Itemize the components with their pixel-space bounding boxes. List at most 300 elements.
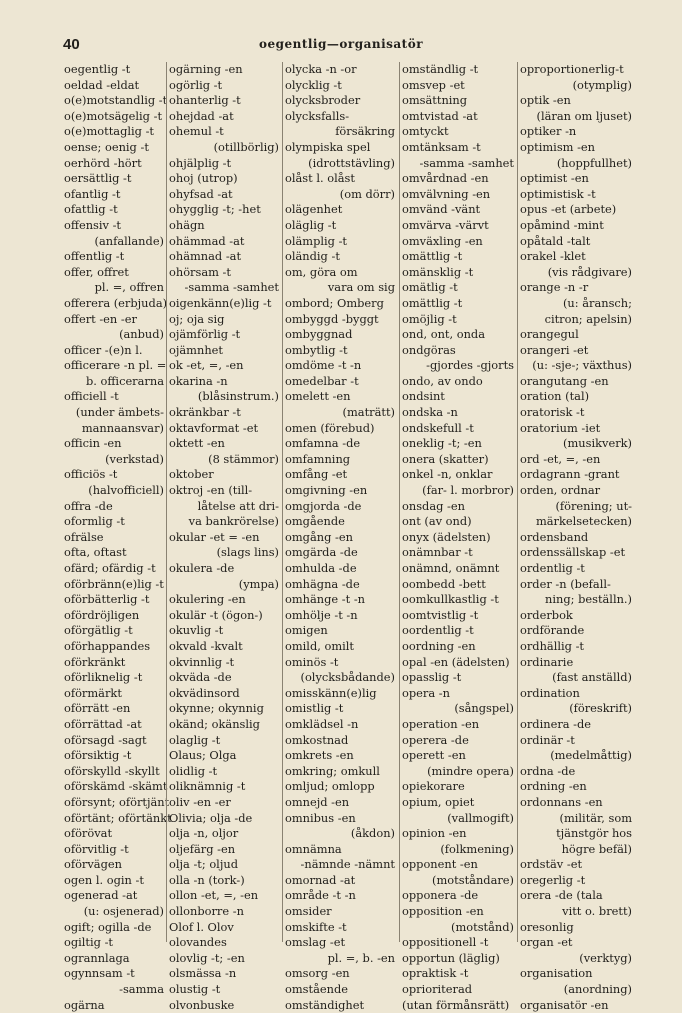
- dictionary-entry-line: ogen l. ogin -t: [64, 872, 144, 887]
- dictionary-entry-line: tjänstgör hos: [556, 826, 632, 841]
- column-divider: [517, 62, 518, 942]
- dictionary-entry-line: orderbok: [520, 607, 573, 622]
- dictionary-entry-line: ohörsam -t: [169, 264, 231, 279]
- dictionary-entry-line: oförrättad -at: [64, 716, 142, 731]
- dictionary-entry-line: (u: -sje-; växthus): [532, 358, 632, 373]
- dictionary-entry-line: försäkring: [335, 124, 395, 139]
- dictionary-entry-line: omättlig -t: [402, 249, 463, 264]
- dictionary-entry-line: omöjlig -t: [402, 311, 457, 326]
- dictionary-entry-line: okulering -en: [169, 592, 246, 607]
- dictionary-entry-line: onyx (ädelsten): [402, 529, 491, 544]
- dictionary-entry-line: mannaansvar): [81, 420, 164, 435]
- dictionary-entry-line: omgjorda -de: [285, 498, 362, 513]
- dictionary-entry-line: olägenhet: [285, 202, 343, 217]
- dictionary-entry-line: omornad -at: [285, 872, 356, 887]
- dictionary-entry-line: ogärna: [64, 997, 105, 1012]
- dictionary-entry-line: b. officerarna: [85, 373, 164, 388]
- dictionary-entry-line: opportun (läglig): [402, 950, 500, 965]
- dictionary-entry-line: ordenssällskap -et: [520, 545, 626, 560]
- dictionary-entry-line: omkring; omkull: [285, 763, 380, 778]
- dictionary-entry-line: omfång -et: [285, 467, 348, 482]
- dictionary-entry-line: okväda -de: [169, 670, 232, 685]
- dictionary-entry-line: (ympa): [238, 576, 279, 591]
- dictionary-entry-line: okuvlig -t: [169, 623, 224, 638]
- dictionary-entry-line: (otillbörlig): [213, 139, 279, 154]
- dictionary-entry-line: offert -en -er: [64, 311, 137, 326]
- dictionary-entry-line: (hoppfullhet): [556, 155, 632, 170]
- dictionary-entry-line: olovandes: [169, 935, 227, 950]
- dictionary-entry-line: ogenerad -at: [64, 888, 138, 903]
- dictionary-entry-line: oförliknelig -t: [64, 670, 143, 685]
- dictionary-entry-line: orakel -klet: [520, 249, 586, 264]
- dictionary-entry-line: låtelse att dri-: [197, 498, 279, 513]
- dictionary-entry-line: organ -et: [520, 935, 573, 950]
- dictionary-entry-line: (militär, som: [559, 810, 632, 825]
- dictionary-entry-line: okular -et = -en: [169, 529, 260, 544]
- dictionary-entry-line: olycklig -t: [285, 77, 342, 92]
- dictionary-entry-line: olycksfalls-: [285, 108, 350, 123]
- dictionary-entry-line: olustig -t: [169, 982, 221, 997]
- dictionary-entry-line: (läran om ljuset): [536, 108, 632, 123]
- dictionary-entry-line: (far- l. morbror): [422, 483, 514, 498]
- dictionary-entry-line: (anbud): [119, 327, 164, 342]
- dictionary-entry-line: olja -t; oljud: [169, 857, 238, 872]
- dictionary-entry-line: ohemul -t: [169, 124, 224, 139]
- dictionary-entry-line: -gjordes -gjorts: [426, 358, 514, 373]
- dictionary-entry-line: ofärd; ofärdig -t: [64, 561, 156, 575]
- dictionary-entry-line: olycka -n -or: [285, 62, 357, 76]
- dictionary-entry-line: o(e)motstandlig -t: [64, 93, 168, 108]
- dictionary-entry-line: omhänge -t -n: [285, 592, 366, 607]
- dictionary-entry-line: Olivia; olja -de: [169, 810, 253, 825]
- dictionary-entry-line: operation -en: [402, 716, 480, 731]
- dictionary-entry-line: omnämna: [285, 841, 342, 856]
- dictionary-entry-line: optimist -en: [520, 171, 589, 186]
- dictionary-entry-line: omsider: [285, 904, 332, 919]
- dictionary-entry-line: opinion -en: [402, 826, 467, 841]
- dictionary-entry-line: opera -n: [402, 685, 450, 700]
- dictionary-entry-line: (folkmening): [440, 841, 514, 856]
- dictionary-entry-line: ohämnad -at: [169, 249, 242, 264]
- dictionary-entry-line: oegentlig -t: [64, 62, 131, 76]
- dictionary-entry-line: offra -de: [64, 498, 113, 513]
- dictionary-entry-line: ohejdad -at: [169, 108, 234, 123]
- dictionary-entry-line: oration (tal): [520, 389, 590, 404]
- dictionary-entry-line: orangutang -en: [520, 373, 609, 388]
- column-1: [64, 62, 172, 1013]
- dictionary-entry-line: ok -et, =, -en: [169, 358, 244, 373]
- column-3: [285, 62, 395, 1013]
- dictionary-entry-line: oigenkänn(e)lig -t: [169, 295, 272, 310]
- dictionary-entry-line: officiell -t: [64, 389, 119, 404]
- dictionary-entry-line: orangeri -et: [520, 342, 589, 357]
- dictionary-entry-line: omen (förebud): [285, 420, 375, 435]
- dictionary-entry-line: ord -et, =, -en: [520, 451, 601, 466]
- dictionary-entry-line: onsdag -en: [402, 498, 465, 513]
- dictionary-entry-line: omfamna -de: [285, 436, 361, 451]
- dictionary-entry-line: omedelbar -t: [285, 373, 359, 388]
- dictionary-entry-line: ordagrann -grant: [520, 467, 620, 482]
- dictionary-entry-line: onkel -n, onklar: [402, 467, 493, 482]
- dictionary-entry-line: (utan förmånsrätt): [402, 997, 510, 1012]
- dictionary-entry-line: oersättlig -t: [64, 171, 132, 186]
- dictionary-entry-line: officer -(e)n l.: [64, 342, 143, 357]
- dictionary-entry-line: okänd; okänslig: [169, 716, 260, 731]
- dictionary-entry-line: orera -de (tala: [520, 888, 603, 903]
- dictionary-entry-line: orange -n -r: [520, 280, 589, 295]
- dictionary-entry-line: oläglig -t: [285, 217, 337, 232]
- dictionary-entry-line: (8 stämmor): [208, 451, 279, 466]
- dictionary-entry-line: citron; apelsin): [544, 311, 632, 326]
- dictionary-entry-line: (slags lins): [216, 545, 279, 560]
- dictionary-entry-line: ont (av ond): [402, 514, 472, 529]
- dictionary-entry-line: okarina -n: [169, 373, 228, 388]
- dictionary-entry-line: omisskänn(e)lig: [285, 685, 377, 700]
- dictionary-entry-line: ondskefull -t: [402, 420, 474, 435]
- dictionary-entry-line: opasslig -t: [402, 670, 462, 685]
- dictionary-entry-line: oregerlig -t: [520, 872, 586, 887]
- dictionary-entry-line: (vis rådgivare): [547, 264, 632, 279]
- dictionary-entry-line: operera -de: [402, 732, 469, 747]
- dictionary-entry-line: (otymplig): [572, 77, 632, 92]
- dictionary-entry-line: offerera (erbjuda): [64, 295, 168, 310]
- dictionary-entry-line: oresonlig: [520, 919, 574, 934]
- dictionary-entry-line: (idrottstävling): [308, 155, 395, 170]
- dictionary-entry-line: (fast anställd): [552, 670, 632, 685]
- dictionary-entry-line: olidlig -t: [169, 763, 218, 778]
- dictionary-entry-line: oproportionerlig-t: [520, 62, 624, 76]
- dictionary-entry-line: omkostnad: [285, 732, 349, 747]
- dictionary-entry-line: (blåsinstrum.): [197, 389, 279, 404]
- dictionary-entry-line: olsmässa -n: [169, 966, 237, 981]
- dictionary-entry-line: olaglig -t: [169, 732, 221, 747]
- dictionary-entry-line: ogiltig -t: [64, 935, 113, 950]
- dictionary-entry-line: onämnd, onämnt: [402, 561, 500, 575]
- dictionary-entry-line: (halvofficiell): [88, 483, 164, 498]
- dictionary-entry-line: okränkbar -t: [169, 405, 241, 420]
- dictionary-entry-line: opåmind -mint: [520, 217, 604, 232]
- dictionary-entry-line: (föreskrift): [569, 701, 632, 716]
- dictionary-entry-line: ordonnans -en: [520, 794, 603, 809]
- dictionary-entry-line: va bankrörelse): [188, 514, 279, 529]
- dictionary-entry-line: omsvep -et: [402, 77, 465, 92]
- dictionary-entry-line: operett -en: [402, 748, 466, 763]
- dictionary-entry-line: (åkdon): [350, 826, 395, 841]
- dictionary-entry-line: omild, omilt: [285, 638, 355, 653]
- dictionary-entry-line: omkrets -en: [285, 748, 354, 763]
- dictionary-entry-line: olympiska spel: [285, 139, 371, 154]
- dictionary-entry-line: (verkstad): [105, 451, 164, 466]
- dictionary-entry-line: (verktyg): [579, 950, 632, 965]
- dictionary-entry-line: (vallmogift): [447, 810, 514, 825]
- dictionary-entry-line: ordination: [520, 685, 580, 700]
- dictionary-entry-line: omhulda -de: [285, 561, 357, 575]
- dictionary-entry-line: o(e)motsägelig -t: [64, 108, 163, 123]
- dictionary-entry-line: ohanterlig -t: [169, 93, 241, 108]
- dictionary-entry-line: ohjälplig -t: [169, 155, 232, 170]
- dictionary-entry-line: opus -et (arbete): [520, 202, 617, 217]
- dictionary-entry-line: olycksbroder: [285, 93, 361, 108]
- dictionary-entry-line: onera (skatter): [402, 451, 489, 466]
- dictionary-entry-line: ohyfsad -at: [169, 186, 233, 201]
- dictionary-entry-line: ombord; Omberg: [285, 295, 384, 310]
- dictionary-entry-line: (sångspel): [454, 701, 514, 716]
- dictionary-entry-line: opal -en (ädelsten): [402, 654, 510, 669]
- dictionary-entry-line: ofördröjligen: [64, 607, 140, 622]
- dictionary-entry-line: officerare -n pl. =: [64, 358, 167, 373]
- dictionary-entry-line: omtvistad -at: [402, 108, 478, 123]
- dictionary-entry-line: omgång -en: [285, 529, 353, 544]
- dictionary-entry-line: märkelsetecken): [535, 514, 632, 529]
- dictionary-entry-line: oförskämd -skämt: [64, 779, 168, 794]
- dictionary-entry-line: omskifte -t: [285, 919, 347, 934]
- dictionary-entry-line: omnibus -en: [285, 810, 356, 825]
- dictionary-entry-line: opraktisk -t: [402, 966, 469, 981]
- dictionary-entry-line: oratorisk -t: [520, 405, 585, 420]
- dictionary-entry-line: omgivning -en: [285, 483, 368, 498]
- dictionary-entry-line: oförtänt; oförtänkt: [64, 810, 172, 825]
- dictionary-entry-line: oj; oja sig: [169, 311, 225, 326]
- dictionary-entry-line: oförhappandes: [64, 638, 151, 653]
- dictionary-entry-line: ogärning -en: [169, 62, 243, 76]
- dictionary-entry-line: organisatör -en: [520, 997, 609, 1012]
- dictionary-entry-line: orden, ordnar: [520, 483, 601, 498]
- dictionary-entry-line: officiös -t: [64, 467, 118, 482]
- dictionary-entry-line: opponera -de: [402, 888, 479, 903]
- dictionary-entry-line: ondska -n: [402, 405, 458, 420]
- dictionary-entry-line: order -n (befall-: [520, 576, 611, 591]
- dictionary-entry-line: ollonborre -n: [169, 904, 244, 919]
- dictionary-entry-line: omtänksam -t: [402, 139, 481, 154]
- dictionary-entry-line: -samma: [119, 982, 164, 997]
- dictionary-entry-line: oformlig -t: [64, 514, 125, 529]
- dictionary-entry-line: okvinnlig -t: [169, 654, 235, 669]
- dictionary-entry-line: omätlig -t: [402, 280, 458, 295]
- page-number: 40: [63, 36, 80, 53]
- dictionary-entry-line: högre befäl): [561, 841, 632, 856]
- dictionary-entry-line: oerhörd -hört: [64, 155, 142, 170]
- dictionary-entry-line: optiker -n: [520, 124, 577, 139]
- dictionary-entry-line: oförsynt; oförtjänt: [64, 794, 170, 809]
- dictionary-entry-line: oförsiktig -t: [64, 748, 132, 763]
- dictionary-entry-line: -samma -samhet: [419, 155, 514, 170]
- dictionary-entry-line: vara om sig: [327, 280, 395, 295]
- dictionary-entry-line: (musikverk): [563, 436, 632, 451]
- dictionary-entry-line: opiekorare: [402, 779, 465, 794]
- dictionary-entry-line: ordinarie: [520, 654, 574, 669]
- dictionary-entry-line: opåtald -talt: [520, 233, 591, 248]
- dictionary-entry-line: (om dörr): [339, 186, 395, 201]
- dictionary-entry-line: (medelmåttig): [550, 748, 632, 763]
- dictionary-entry-line: offentlig -t: [64, 249, 125, 264]
- dictionary-entry-line: offensiv -t: [64, 217, 121, 232]
- dictionary-entry-line: ond, ont, onda: [402, 327, 486, 342]
- dictionary-entry-line: oppositionell -t: [402, 935, 489, 950]
- dictionary-entry-line: (anfallande): [94, 233, 164, 248]
- dictionary-entry-line: okvald -kvalt: [169, 638, 243, 653]
- dictionary-entry-line: organisation: [520, 966, 593, 981]
- dictionary-entry-line: ominös -t: [285, 654, 339, 669]
- dictionary-entry-line: optimism -en: [520, 139, 596, 154]
- column-divider: [166, 62, 167, 942]
- dictionary-entry-line: ordstäv -et: [520, 857, 583, 872]
- dictionary-entry-line: ohoj (utrop): [169, 171, 238, 186]
- dictionary-entry-line: oförmärkt: [64, 685, 122, 700]
- dictionary-entry-line: omfamning: [285, 451, 351, 466]
- dictionary-entry-line: pl. =, offren: [94, 280, 164, 295]
- dictionary-entry-line: omgärda -de: [285, 545, 358, 560]
- dictionary-entry-line: ordning -en: [520, 779, 587, 794]
- dictionary-entry-line: ondo, av ondo: [402, 373, 483, 388]
- dictionary-entry-line: -nämnde -nämnt: [300, 857, 395, 872]
- dictionary-entry-line: oförgätlig -t: [64, 623, 133, 638]
- dictionary-entry-line: omvårdnad -en: [402, 171, 489, 186]
- dictionary-entry-line: omänsklig -t: [402, 264, 474, 279]
- page-header: [0, 34, 682, 56]
- dictionary-entry-line: (maträtt): [342, 405, 395, 420]
- running-head: oegentlig—organisatör: [258, 37, 424, 51]
- dictionary-entry-line: ombyggnad: [285, 327, 353, 342]
- dictionary-entry-line: omelett -en: [285, 389, 351, 404]
- dictionary-entry-line: ombytlig -t: [285, 342, 348, 357]
- dictionary-entry-line: oneklig -t; -en: [402, 436, 482, 451]
- dictionary-entry-line: officin -en: [64, 436, 122, 451]
- dictionary-entry-line: oförvägen: [64, 857, 122, 872]
- dictionary-entry-line: opium, opiet: [402, 794, 475, 809]
- dictionary-entry-line: oordentlig -t: [402, 623, 474, 638]
- dictionary-entry-line: (u: åransch;: [562, 295, 632, 310]
- column-4: [402, 62, 514, 1013]
- dictionary-entry-line: omsorg -en: [285, 966, 350, 981]
- dictionary-entry-line: oförbätterlig -t: [64, 592, 150, 607]
- dictionary-entry-line: oförövat: [64, 826, 113, 841]
- dictionary-entry-line: olja -n, oljor: [169, 826, 239, 841]
- dictionary-entry-line: oförsagd -sagt: [64, 732, 147, 747]
- dictionary-entry-line: olämplig -t: [285, 233, 348, 248]
- dictionary-entry-line: omväxling -en: [402, 233, 483, 248]
- dictionary-entry-line: ondsint: [402, 389, 445, 404]
- dictionary-entry-line: ogynnsam -t: [64, 966, 135, 981]
- dictionary-entry-line: offer, offret: [64, 264, 129, 279]
- dictionary-entry-line: oktroj -en (till-: [169, 483, 253, 498]
- dictionary-entry-line: okulär -t (ögon-): [169, 607, 263, 622]
- dictionary-entry-line: omsättning: [402, 93, 468, 108]
- column-5: [520, 62, 632, 1013]
- dictionary-entry-line: omättlig -t: [402, 295, 463, 310]
- dictionary-entry-line: område -t -n: [285, 888, 356, 903]
- dictionary-entry-line: omklädsel -n: [285, 716, 359, 731]
- dictionary-entry-line: omdöme -t -n: [285, 358, 362, 373]
- dictionary-entry-line: ondgöras: [402, 342, 456, 357]
- dictionary-entry-line: oktober: [169, 467, 214, 482]
- dictionary-entry-line: oordning -en: [402, 638, 476, 653]
- dictionary-entry-line: oförrätt -en: [64, 701, 131, 716]
- dictionary-entry-line: oprioriterad: [402, 982, 473, 997]
- dictionary-entry-line: ogörlig -t: [169, 77, 223, 92]
- dictionary-entry-line: ogift; ogilla -de: [64, 919, 152, 934]
- dictionary-entry-line: orangegul: [520, 327, 579, 342]
- dictionary-entry-line: oliv -en -er: [169, 794, 231, 809]
- dictionary-entry-line: ombyggd -byggt: [285, 311, 379, 326]
- dictionary-entry-line: oktavformat -et: [169, 420, 259, 435]
- dictionary-entry-line: optimistisk -t: [520, 186, 596, 201]
- dictionary-entry-line: ohygglig -t; -het: [169, 202, 261, 217]
- dictionary-entry-line: (mindre opera): [427, 763, 514, 778]
- dictionary-entry-line: ojämförlig -t: [169, 327, 241, 342]
- dictionary-entry-line: oomkullkastlig -t: [402, 592, 499, 607]
- dictionary-entry-line: Olof l. Olov: [169, 919, 234, 934]
- dictionary-entry-line: olovlig -t; -en: [169, 950, 245, 965]
- dictionary-entry-line: omslag -et: [285, 935, 346, 950]
- dictionary-entry-line: oländig -t: [285, 249, 340, 264]
- dictionary-entry-line: om, göra om: [285, 264, 358, 279]
- dictionary-entry-line: ofrälse: [64, 529, 104, 544]
- dictionary-entry-line: ordna -de: [520, 763, 576, 778]
- dictionary-entry-line: olåst l. olåst: [285, 171, 355, 186]
- dictionary-entry-line: ordinär -t: [520, 732, 575, 747]
- dictionary-entry-line: oljefärg -en: [169, 841, 236, 856]
- dictionary-entry-line: ning; beställn.): [545, 592, 632, 607]
- dictionary-entry-line: omljud; omlopp: [285, 779, 375, 794]
- dictionary-entry-line: oombedd -bett: [402, 576, 486, 591]
- dictionary-entry-line: (u: osjenerad): [83, 904, 164, 919]
- dictionary-entry-line: pl. =, b. -en: [327, 950, 395, 965]
- dictionary-entry-line: okulera -de: [169, 561, 235, 575]
- dictionary-entry-line: oförbränn(e)lig -t: [64, 576, 164, 591]
- dictionary-entry-line: omvärva -värvt: [402, 217, 489, 232]
- dictionary-entry-line: omtyckt: [402, 124, 449, 139]
- dictionary-entry-line: (olycksbådande): [300, 670, 395, 685]
- dictionary-entry-line: oktett -en: [169, 436, 225, 451]
- dictionary-entry-line: ojämnhet: [169, 342, 223, 357]
- dictionary-entry-line: olla -n (tork-): [169, 872, 245, 887]
- dictionary-entry-line: vitt o. brett): [562, 904, 632, 919]
- dictionary-entry-line: (motstånd): [451, 919, 514, 934]
- dictionary-entry-line: omhölje -t -n: [285, 607, 358, 622]
- dictionary-entry-line: oliknämnig -t: [169, 779, 246, 794]
- dictionary-entry-line: opponent -en: [402, 857, 478, 872]
- dictionary-entry-line: omvälvning -en: [402, 186, 491, 201]
- dictionary-entry-line: oförkränkt: [64, 654, 126, 669]
- dictionary-entry-line: omistlig -t: [285, 701, 344, 716]
- dictionary-entry-line: (förening; ut-: [555, 498, 632, 513]
- dictionary-entry-line: ollon -et, =, -en: [169, 888, 259, 903]
- column-divider: [399, 62, 400, 942]
- dictionary-entry-line: omständlig -t: [402, 62, 479, 76]
- dictionary-entry-line: oförvitlig -t: [64, 841, 129, 856]
- dictionary-entry-line: ogrannlaga: [64, 950, 130, 965]
- dictionary-entry-line: ofattlig -t: [64, 202, 118, 217]
- dictionary-entry-line: oomtvistlig -t: [402, 607, 479, 622]
- dictionary-entry-line: optik -en: [520, 93, 571, 108]
- dictionary-entry-line: -samma -samhet: [184, 280, 279, 295]
- dictionary-entry-line: opposition -en: [402, 904, 484, 919]
- dictionary-entry-line: ordförande: [520, 623, 585, 638]
- dictionary-entry-line: oense; oenig -t: [64, 139, 149, 154]
- dictionary-entry-line: (motståndare): [432, 872, 514, 887]
- dictionary-entry-line: (under ämbets-: [75, 405, 164, 420]
- dictionary-entry-line: oförskylld -skyllt: [64, 763, 160, 778]
- dictionary-entry-line: ohämmad -at: [169, 233, 245, 248]
- dictionary-entry-line: omigen: [285, 623, 328, 638]
- dictionary-entry-line: ofta, oftast: [64, 545, 127, 560]
- dictionary-entry-line: omständighet: [285, 997, 365, 1012]
- dictionary-entry-line: oeldad -eldat: [64, 77, 140, 92]
- dictionary-entry-line: olvonbuske: [169, 997, 235, 1012]
- dictionary-entry-line: ordentlig -t: [520, 561, 585, 575]
- dictionary-entry-line: (anordning): [563, 982, 632, 997]
- dictionary-entry-line: ohägn: [169, 217, 205, 232]
